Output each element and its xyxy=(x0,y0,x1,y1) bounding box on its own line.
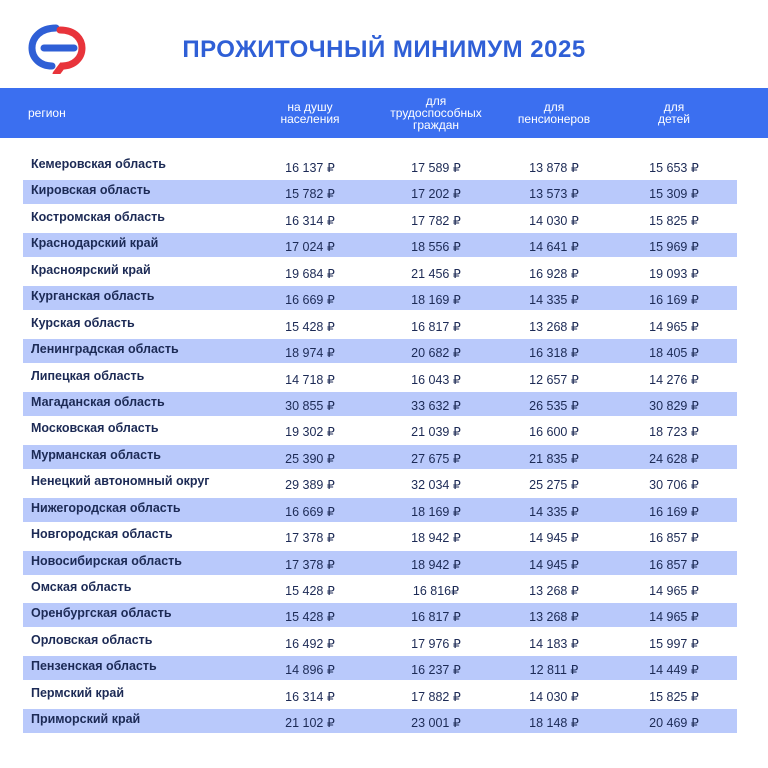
value-working: 17 589 ₽ xyxy=(411,161,461,175)
value-pensioners: 18 148 ₽ xyxy=(529,716,579,731)
value-working: 20 682 ₽ xyxy=(411,346,461,361)
value-pensioners: 14 641 ₽ xyxy=(529,240,579,255)
value-working: 27 675 ₽ xyxy=(411,451,461,466)
value-pensioners: 14 030 ₽ xyxy=(529,689,579,704)
region-name: Пермский край xyxy=(31,685,125,700)
table-row xyxy=(23,286,737,310)
value-children: 16 169 ₽ xyxy=(649,504,699,519)
value-children: 14 965 ₽ xyxy=(649,610,699,625)
region-name: Пензенская область xyxy=(31,659,157,674)
value-working: 18 169 ₽ xyxy=(411,504,461,519)
table-row xyxy=(23,498,737,522)
table-row xyxy=(23,656,737,680)
page-title: ПРОЖИТОЧНЫЙ МИНИМУМ 2025 xyxy=(182,36,586,63)
region-name: Орловская область xyxy=(31,632,153,647)
value-per-capita: 17 024 ₽ xyxy=(285,240,335,255)
column-header-region: регион xyxy=(28,106,66,120)
value-per-capita: 14 896 ₽ xyxy=(285,663,335,678)
data-table xyxy=(23,154,737,736)
table-row xyxy=(23,260,737,284)
value-working: 18 169 ₽ xyxy=(411,293,461,308)
value-children: 15 825 ₽ xyxy=(649,689,699,704)
table-row xyxy=(23,445,737,469)
value-working: 16 816₽ xyxy=(412,584,460,598)
value-per-capita: 18 974 ₽ xyxy=(285,346,335,361)
region-name: Магаданская область xyxy=(31,394,165,409)
table-row xyxy=(23,683,737,707)
value-working: 17 782 ₽ xyxy=(411,213,461,228)
region-name: Костромская область xyxy=(31,209,165,224)
value-working: 17 202 ₽ xyxy=(411,187,461,202)
column-header-per-capita: на душу населения xyxy=(280,100,340,126)
value-children: 30 706 ₽ xyxy=(649,478,699,493)
value-working: 18 942 ₽ xyxy=(411,531,461,546)
value-children: 24 628 ₽ xyxy=(649,451,699,466)
table-row xyxy=(23,577,737,601)
value-pensioners: 14 335 ₽ xyxy=(529,293,579,308)
value-children: 30 829 ₽ xyxy=(649,398,699,413)
table-row xyxy=(23,339,737,363)
region-name: Нижегородская область xyxy=(31,500,181,515)
value-children: 18 723 ₽ xyxy=(649,425,699,440)
table-row xyxy=(23,418,737,442)
value-children: 18 405 ₽ xyxy=(649,346,699,361)
table-row xyxy=(23,233,737,257)
value-per-capita: 16 137 ₽ xyxy=(285,161,335,175)
region-name: Московская область xyxy=(31,421,159,436)
value-children: 14 965 ₽ xyxy=(649,584,699,598)
value-per-capita: 15 428 ₽ xyxy=(285,584,335,598)
value-children: 16 857 ₽ xyxy=(649,557,699,572)
region-name: Ненецкий автономный округ xyxy=(31,474,210,489)
region-name: Мурманская область xyxy=(31,447,161,462)
value-working: 21 456 ₽ xyxy=(411,266,461,281)
value-pensioners: 12 657 ₽ xyxy=(529,372,579,387)
column-header-children: для детей xyxy=(657,100,690,126)
region-name: Омская область xyxy=(31,580,132,594)
value-pensioners: 16 318 ₽ xyxy=(529,346,579,361)
value-per-capita: 16 314 ₽ xyxy=(285,213,335,228)
value-per-capita: 16 314 ₽ xyxy=(285,689,335,704)
table-row xyxy=(23,313,737,337)
region-name: Новгородская область xyxy=(31,527,173,542)
value-working: 33 632 ₽ xyxy=(411,398,461,413)
value-per-capita: 15 428 ₽ xyxy=(285,610,335,625)
table-row xyxy=(23,154,737,178)
value-working: 17 976 ₽ xyxy=(411,636,461,651)
column-header-pensioners: для пенсионеров xyxy=(517,100,591,126)
value-children: 15 309 ₽ xyxy=(649,187,699,202)
value-pensioners: 16 928 ₽ xyxy=(529,266,579,281)
value-working: 21 039 ₽ xyxy=(411,425,461,440)
value-per-capita: 29 389 ₽ xyxy=(285,478,335,493)
value-per-capita: 17 378 ₽ xyxy=(285,557,335,572)
region-name: Ленинградская область xyxy=(31,342,179,357)
value-pensioners: 21 835 ₽ xyxy=(529,451,579,466)
value-pensioners: 13 268 ₽ xyxy=(529,319,579,334)
table-row xyxy=(23,471,737,495)
value-working: 16 817 ₽ xyxy=(411,610,461,625)
value-working: 16 043 ₽ xyxy=(411,372,461,387)
value-pensioners: 14 945 ₽ xyxy=(529,531,579,546)
table-row xyxy=(23,366,737,390)
value-pensioners: 13 268 ₽ xyxy=(529,610,579,625)
value-per-capita: 30 855 ₽ xyxy=(285,398,335,413)
table-header xyxy=(0,88,768,138)
value-per-capita: 25 390 ₽ xyxy=(285,451,335,466)
value-pensioners: 16 600 ₽ xyxy=(529,425,579,440)
value-per-capita: 15 428 ₽ xyxy=(285,319,335,334)
value-per-capita: 15 782 ₽ xyxy=(285,187,335,202)
value-working: 18 556 ₽ xyxy=(411,240,461,255)
region-name: Красноярский край xyxy=(31,262,151,277)
region-name: Кировская область xyxy=(31,183,151,198)
table-row xyxy=(23,392,737,416)
table-row xyxy=(23,709,737,733)
value-children: 16 857 ₽ xyxy=(649,531,699,546)
value-pensioners: 14 945 ₽ xyxy=(529,557,579,572)
table-row xyxy=(23,551,737,575)
value-working: 32 034 ₽ xyxy=(411,478,461,493)
value-pensioners: 12 811 ₽ xyxy=(529,663,579,678)
value-pensioners: 26 535 ₽ xyxy=(529,398,579,413)
value-working: 18 942 ₽ xyxy=(411,557,461,572)
region-name: Краснодарский край xyxy=(31,236,159,251)
value-pensioners: 14 030 ₽ xyxy=(529,213,579,228)
value-working: 16 817 ₽ xyxy=(411,319,461,334)
value-per-capita: 19 684 ₽ xyxy=(285,266,335,281)
value-children: 15 997 ₽ xyxy=(649,636,699,651)
region-name: Курская область xyxy=(31,315,135,330)
table-row xyxy=(23,524,737,548)
value-children: 19 093 ₽ xyxy=(649,266,699,281)
value-children: 14 965 ₽ xyxy=(649,319,699,334)
value-working: 23 001 ₽ xyxy=(411,716,461,731)
value-per-capita: 14 718 ₽ xyxy=(285,372,335,387)
table-row xyxy=(23,603,737,627)
table-row xyxy=(23,180,737,204)
value-per-capita: 16 492 ₽ xyxy=(285,636,335,651)
value-pensioners: 13 573 ₽ xyxy=(529,187,579,202)
region-name: Приморский край xyxy=(31,712,141,727)
table-row xyxy=(23,630,737,654)
region-name: Курганская область xyxy=(31,289,155,304)
value-pensioners: 13 878 ₽ xyxy=(529,161,579,175)
value-children: 14 449 ₽ xyxy=(649,663,699,678)
value-children: 15 969 ₽ xyxy=(649,240,699,255)
value-pensioners: 14 183 ₽ xyxy=(529,636,579,651)
value-children: 14 276 ₽ xyxy=(649,372,699,387)
value-working: 17 882 ₽ xyxy=(411,689,461,704)
value-per-capita: 16 669 ₽ xyxy=(285,504,335,519)
value-children: 16 169 ₽ xyxy=(649,293,699,308)
value-pensioners: 14 335 ₽ xyxy=(529,504,579,519)
table-row xyxy=(23,207,737,231)
column-header-working: для трудоспособных граждан xyxy=(390,94,482,132)
region-name: Оренбургская область xyxy=(31,606,172,621)
value-per-capita: 16 669 ₽ xyxy=(285,293,335,308)
value-per-capita: 17 378 ₽ xyxy=(285,531,335,546)
value-children: 20 469 ₽ xyxy=(649,716,699,731)
region-name: Кемеровская область xyxy=(31,157,166,171)
region-name: Липецкая область xyxy=(31,368,145,383)
value-per-capita: 21 102 ₽ xyxy=(285,716,335,731)
value-children: 15 825 ₽ xyxy=(649,213,699,228)
value-pensioners: 13 268 ₽ xyxy=(529,584,579,598)
value-per-capita: 19 302 ₽ xyxy=(285,425,335,440)
value-children: 15 653 ₽ xyxy=(649,161,699,175)
value-pensioners: 25 275 ₽ xyxy=(529,478,579,493)
region-name: Новосибирская область xyxy=(31,553,182,568)
value-working: 16 237 ₽ xyxy=(411,663,461,678)
